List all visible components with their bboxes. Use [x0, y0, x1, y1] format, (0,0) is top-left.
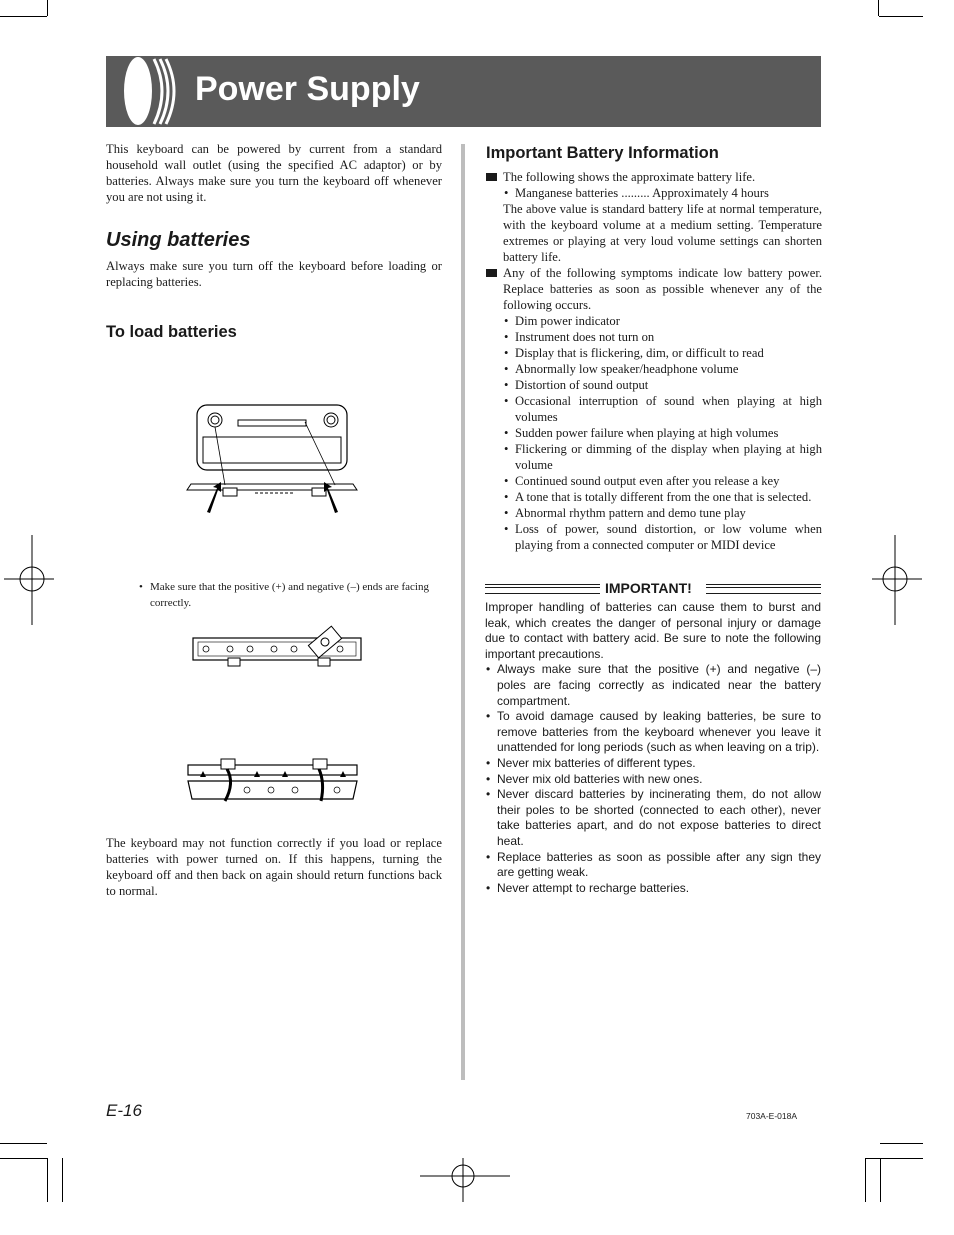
battery-life-lead: The following shows the approximate battery life. [503, 170, 756, 184]
load-note: • Make sure that the positive (+) and negative (–) ends are facing correctly. [138, 580, 442, 611]
battery-info-body [486, 169, 822, 553]
list-item: • Continued sound output even after you release a key [503, 473, 822, 489]
important-rule-left [485, 584, 600, 594]
square-bullet-icon [486, 269, 497, 277]
battery-compartment-illustration [190, 620, 365, 670]
keyboard-underside-illustration [185, 400, 360, 515]
header-decorative-arcs [110, 56, 180, 127]
intro-paragraph: This keyboard can be powered by current from a standard household wall outlet (using the specified AC adaptor) or by batteries. Always make sure you turn the keyboard off whenever you are not using it. [106, 142, 442, 204]
important-rule [485, 580, 821, 596]
list-item: • To avoid damage caused by leaking batteries, be sure to remove batteries from the keyboard whenever you leave it unattended for long periods (such as when leaving on a trip). [485, 709, 821, 756]
using-batteries-heading: Using batteries [106, 229, 251, 251]
battery-info-heading: Important Battery Information [486, 144, 719, 162]
column-divider [461, 144, 465, 1080]
using-batteries-text: Always make sure you turn off the keyboard before loading or replacing batteries. [106, 259, 442, 289]
list-item: • Display that is flickering, dim, or difficult to read [503, 345, 822, 361]
important-title: IMPORTANT! [605, 580, 692, 596]
list-item: • Never mix batteries of different types. [485, 756, 821, 772]
list-item: • Replace batteries as soon as possible after any sign they are getting weak. [485, 850, 821, 881]
square-bullet-icon [486, 173, 497, 181]
document-code: 703A-E-018A [746, 1111, 798, 1121]
list-item: • Occasional interruption of sound when playing at high volumes [503, 393, 822, 425]
battery-life-note: The above value is standard battery life at normal temperature, with the keyboard volume at a medium setting. Temperature extremes or playing at very loud volume settings can shorten battery life. [503, 202, 822, 264]
list-item: • Instrument does not turn on [503, 329, 822, 345]
important-text: Improper handling of batteries can cause them to burst and leak, which creates the danger of personal injury or damage due to contact with battery acid. Be sure to note the following important precautions. [485, 600, 821, 661]
battery-life-value: • Manganese batteries ......... Approximately 4 hours [503, 185, 822, 201]
page-number: E-16 [106, 1101, 142, 1120]
symptom-list [503, 313, 822, 553]
list-item: • Abnormally low speaker/headphone volume [503, 361, 822, 377]
load-batteries-heading: To load batteries [106, 323, 237, 341]
important-rule-right [706, 584, 821, 594]
list-item: • Loss of power, sound distortion, or low volume when playing from a connected computer or MIDI device [503, 521, 822, 553]
list-item: • Never attempt to recharge batteries. [485, 881, 821, 897]
registration-mark-right [872, 535, 922, 625]
registration-mark-left [4, 535, 54, 625]
load-note-list [138, 580, 442, 611]
page-title: Power Supply [195, 70, 420, 108]
battery-life-item [486, 169, 822, 265]
list-item: • Always make sure that the positive (+) and negative (–) poles are facing correctly as indicated near the battery compartment. [485, 662, 821, 709]
list-item: • Abnormal rhythm pattern and demo tune play [503, 505, 822, 521]
precaution-list [485, 662, 821, 896]
battery-cover-illustration [185, 755, 360, 805]
low-battery-lead: Any of the following symptoms indicate low battery power. Replace batteries as soon as possible whenever any of the following occurs. [503, 266, 822, 312]
list-item: • Distortion of sound output [503, 377, 822, 393]
registration-mark-bottom [420, 1158, 510, 1202]
low-battery-item [486, 265, 822, 553]
list-item: • Never mix old batteries with new ones. [485, 772, 821, 788]
list-item: • Flickering or dimming of the display when playing at high volume [503, 441, 822, 473]
important-body [485, 600, 821, 896]
left-bottom-paragraph: The keyboard may not function correctly if you load or replace batteries with power turned on. If this happens, turning the keyboard off and then back on again should return functions back to normal. [106, 836, 442, 898]
list-item: • Dim power indicator [503, 313, 822, 329]
list-item: • A tone that is totally different from the one that is selected. [503, 489, 822, 505]
battery-life-list [503, 185, 822, 201]
list-item: • Sudden power failure when playing at high volumes [503, 425, 822, 441]
list-item: • Never discard batteries by incinerating them, do not allow their poles to be shorted (connected to each other), never take batteries apart, and do not expose batteries to direct heat. [485, 787, 821, 849]
